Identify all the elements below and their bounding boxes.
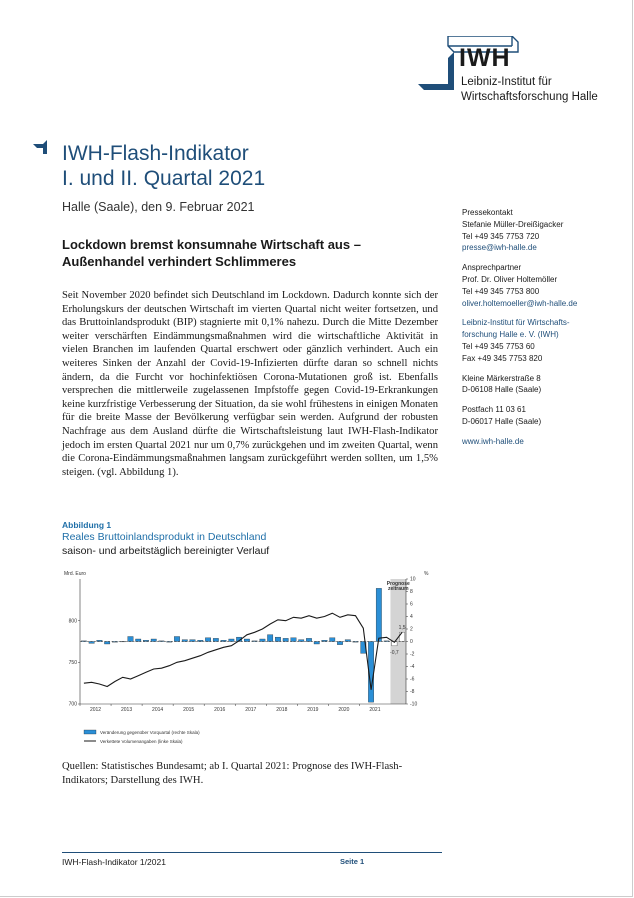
annotation-q2: 1,5 bbox=[398, 625, 406, 632]
forecast-label-line1: Prognose bbox=[386, 581, 410, 587]
right-tick-label: 2 bbox=[410, 626, 413, 633]
subtitle bbox=[62, 236, 361, 270]
title-line1: IWH-Flash-Indikator bbox=[62, 142, 249, 165]
growth-bar bbox=[244, 639, 249, 642]
figure-title: Reales Bruttoinlandsprodukt in Deutschland bbox=[62, 531, 267, 543]
growth-bar bbox=[275, 637, 280, 641]
sources-note: Quellen: Statistisches Bundesamt; ab I. Quartal 2021: Prognose des IWH-Flash-Indikators; Darstellung des IWH. bbox=[62, 761, 403, 786]
pobox-block bbox=[462, 404, 622, 428]
press-contact-block bbox=[462, 207, 622, 254]
growth-bar bbox=[213, 638, 218, 641]
x-tick-label: 2019 bbox=[307, 707, 319, 713]
institute-block bbox=[462, 317, 622, 364]
growth-bar bbox=[89, 642, 94, 644]
growth-bar bbox=[260, 639, 265, 642]
figure-subtitle: saison- und arbeitstäglich bereinigter Verlauf bbox=[62, 545, 270, 557]
right-tick-label: 4 bbox=[410, 614, 413, 621]
logo-sub-line2: Wirtschaftsforschung Halle bbox=[461, 91, 598, 103]
institute-line1: Leibniz-Institut für Wirtschafts- bbox=[462, 318, 570, 328]
contact-email-link[interactable]: oliver.holtemoeller@iwh-halle.de bbox=[462, 298, 578, 308]
x-tick-label: 2020 bbox=[338, 707, 350, 713]
page-title bbox=[62, 141, 265, 191]
growth-bar bbox=[135, 639, 140, 642]
right-tick-label: -10 bbox=[410, 701, 418, 708]
right-tick-label: -2 bbox=[410, 651, 415, 658]
pobox-city: D-06017 Halle (Saale) bbox=[462, 416, 542, 426]
dateline: Halle (Saale), den 9. Februar 2021 bbox=[62, 200, 255, 214]
legend-line-label: Verkettete Volumenangaben (linke Skala) bbox=[100, 739, 183, 744]
legend-bar-label: Veränderung gegenüber Vorquartal (rechte Skala) bbox=[100, 730, 200, 735]
footer-rule bbox=[62, 852, 442, 853]
subtitle-line1: Lockdown bremst konsumnahe Wirtschaft aus – bbox=[62, 237, 361, 252]
growth-bar bbox=[345, 640, 350, 642]
press-tel: Tel +49 345 7753 720 bbox=[462, 231, 540, 241]
x-tick-label: 2017 bbox=[245, 707, 257, 713]
press-name: Stefanie Müller-Dreißigacker bbox=[462, 219, 564, 229]
x-tick-label: 2013 bbox=[121, 707, 133, 713]
contact-person-block bbox=[462, 262, 622, 309]
contact-tel: Tel +49 345 7753 800 bbox=[462, 286, 540, 296]
annotation-q1: -0,7 bbox=[390, 649, 399, 656]
right-tick-label: -8 bbox=[410, 689, 415, 696]
figure-label: Abbildung 1 bbox=[62, 520, 112, 530]
gdp-chart bbox=[58, 565, 430, 755]
title-line2: I. und II. Quartal 2021 bbox=[62, 167, 266, 190]
logo-subtitle bbox=[461, 75, 598, 105]
web-link[interactable]: www.iwh-halle.de bbox=[462, 436, 524, 446]
growth-bar bbox=[314, 642, 319, 645]
right-tick-label: 8 bbox=[410, 589, 413, 596]
growth-bar bbox=[306, 638, 311, 641]
body-paragraph: Seit November 2020 befindet sich Deutschland im Lockdown. Dadurch konnte sich der Erholungskurs der deutschen Wirtschaft im vierten Quartal nicht weiter fortsetzen, und das Bruttoinlandsprodukt (BIP) stagnierte mit 0,1% nahezu. Durch die Mitte Dezember weiter verschärften Eindämmungsmaßnahmen wird die wirtschaftliche Aktivität in vielen Branchen im laufenden Quartal erschwert oder gänzlich verhindert. Auch ein weiteres Sinken der Anzahl der Covid-19-Infizierten dürfte daran so schnell nichts ändern, da die Furcht vor hochinfektiösen Corona-Mutationen groß ist. Ebenfalls versprechen die mittlerweile zugelassenen Impfstoffe gegen Covid-19-Erkrankungen keine kurzfristige Verbesserung der Situation, da sie wohl frühestens in einigen Monaten für die breite Masse der Bevölkerung verfügbar sein werden. Aufgrund der robusten Nachfrage aus dem Ausland dürfte die Wirtschaftsleistung laut IWH-Flash-Indikator jedoch im ersten Quartal 2021 nur um 0,7% zurückgehen und im zweiten Quartal, wenn die Corona-Eindämmungsmaßnahmen langsam zurückgeführt werden sollten, um 1,5% steigen. (vgl. Abbildung 1). bbox=[62, 290, 438, 478]
growth-bar bbox=[283, 638, 288, 641]
x-tick-label: 2018 bbox=[276, 707, 288, 713]
right-tick-label: 10 bbox=[410, 576, 416, 583]
growth-bar bbox=[376, 588, 381, 641]
web-block bbox=[462, 436, 622, 448]
subtitle-line2: Außenhandel verhindert Schlimmeres bbox=[62, 254, 297, 269]
legend-bar-swatch bbox=[84, 730, 96, 734]
address-city: D-06108 Halle (Saale) bbox=[462, 385, 542, 395]
right-unit-label: % bbox=[424, 571, 429, 577]
x-tick-label: 2014 bbox=[152, 707, 164, 713]
right-tick-label: -6 bbox=[410, 676, 415, 683]
forecast-label-line2: zeitraum bbox=[387, 586, 409, 592]
left-unit-label: Mrd. Euro bbox=[64, 571, 86, 577]
growth-bar bbox=[190, 640, 195, 642]
growth-bar bbox=[267, 635, 272, 642]
institute-fax: Fax +49 345 7753 820 bbox=[462, 353, 543, 363]
left-tick-label: 700 bbox=[68, 701, 77, 708]
institute-line2: forschung Halle e. V. (IWH) bbox=[462, 330, 559, 340]
left-tick-label: 750 bbox=[68, 660, 77, 667]
growth-bar bbox=[104, 642, 109, 645]
growth-bar bbox=[205, 638, 210, 642]
x-tick-label: 2016 bbox=[214, 707, 226, 713]
pobox: Postfach 11 03 61 bbox=[462, 405, 526, 415]
title-mark-icon bbox=[33, 140, 49, 156]
press-email-link[interactable]: presse@iwh-halle.de bbox=[462, 243, 537, 253]
growth-bar bbox=[298, 640, 303, 642]
contact-name: Prof. Dr. Oliver Holtemöller bbox=[462, 274, 558, 284]
forecast-bar bbox=[399, 632, 404, 641]
right-tick-label: 6 bbox=[410, 601, 413, 608]
sidebar-contacts bbox=[462, 207, 622, 456]
right-tick-label: -4 bbox=[410, 664, 415, 671]
growth-bar bbox=[291, 638, 296, 642]
x-tick-label: 2015 bbox=[183, 707, 195, 713]
x-tick-label: 2021 bbox=[369, 707, 381, 713]
growth-bar bbox=[182, 640, 187, 642]
growth-bar bbox=[330, 638, 335, 642]
left-tick-label: 800 bbox=[68, 618, 77, 625]
contact-heading: Ansprechpartner bbox=[462, 263, 522, 273]
growth-bar bbox=[151, 639, 156, 642]
logo-sub-line1: Leibniz-Institut für bbox=[461, 76, 552, 88]
institute-tel: Tel +49 345 7753 60 bbox=[462, 341, 535, 351]
address-street: Kleine Märkerstraße 8 bbox=[462, 373, 541, 383]
growth-bar bbox=[174, 637, 179, 642]
growth-bar bbox=[128, 637, 133, 642]
right-tick-label: 0 bbox=[410, 639, 413, 646]
level-line bbox=[84, 613, 402, 690]
logo-word: IWH bbox=[459, 44, 511, 72]
footer-page-number: Seite 1 bbox=[340, 857, 365, 866]
footer-left: IWH-Flash-Indikator 1/2021 bbox=[62, 857, 166, 867]
growth-bar bbox=[229, 639, 234, 642]
growth-bar bbox=[337, 642, 342, 645]
address-block bbox=[462, 373, 622, 397]
x-tick-label: 2012 bbox=[89, 707, 102, 713]
press-heading: Pressekontakt bbox=[462, 208, 513, 217]
